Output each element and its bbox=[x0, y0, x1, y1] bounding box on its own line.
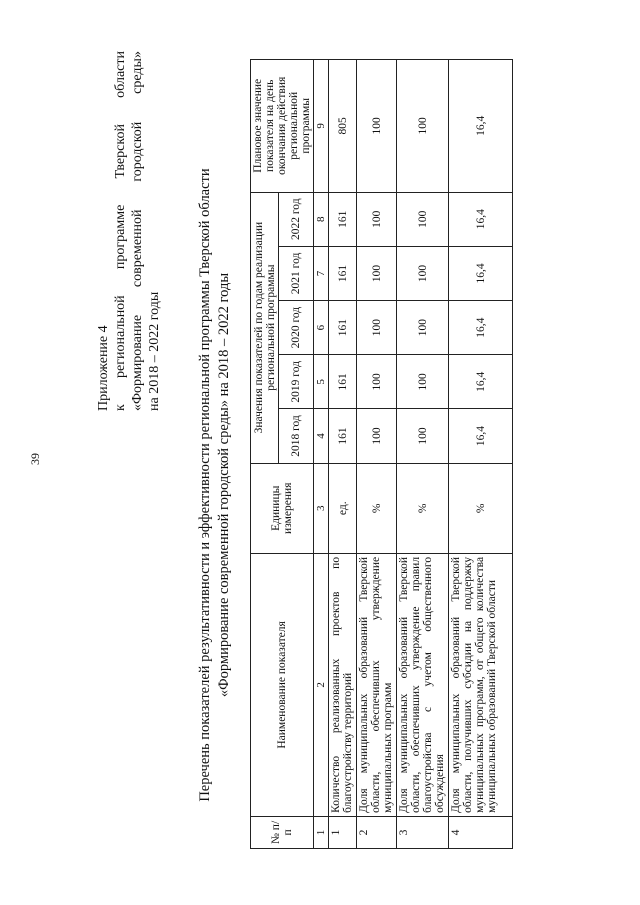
column-number: 9 bbox=[314, 60, 329, 193]
row-name: Доля муниципальных образований Тверской области, получивших субсидии на поддержку муниципальных программ, от общего количества муниципальных образований Тверской области bbox=[449, 553, 513, 816]
row-value: 100 bbox=[397, 409, 449, 463]
row-value: 16,4 bbox=[449, 246, 513, 300]
header-year: 2019 год bbox=[279, 355, 314, 409]
document-title bbox=[196, 165, 234, 805]
row-num: 2 bbox=[357, 816, 397, 848]
column-number: 5 bbox=[314, 355, 329, 409]
header-name: Наименование показателя bbox=[251, 553, 314, 816]
row-value: 161 bbox=[329, 301, 357, 355]
header-unit: Единицы измерения bbox=[251, 463, 314, 553]
header-num: № п/п bbox=[251, 816, 314, 848]
appendix-word: к bbox=[113, 404, 128, 411]
appendix-word: Тверской bbox=[113, 124, 128, 179]
row-value: 161 bbox=[329, 355, 357, 409]
row-value: 100 bbox=[397, 246, 449, 300]
appendix-line-3 bbox=[129, 51, 146, 411]
header-year: 2022 год bbox=[279, 192, 314, 246]
page-number: 39 bbox=[28, 453, 42, 465]
indicators-table bbox=[250, 59, 513, 849]
row-num: 4 bbox=[449, 816, 513, 848]
row-value: 16,4 bbox=[449, 409, 513, 463]
header-values-group: Значения показателей по годам реализации региональной программы bbox=[251, 192, 279, 463]
row-num: 1 bbox=[329, 816, 357, 848]
row-value: 100 bbox=[397, 355, 449, 409]
column-number: 8 bbox=[314, 192, 329, 246]
appendix-header bbox=[95, 51, 163, 411]
column-number: 7 bbox=[314, 246, 329, 300]
row-value: 100 bbox=[397, 192, 449, 246]
row-num: 3 bbox=[397, 816, 449, 848]
row-planned: 16,4 bbox=[449, 60, 513, 193]
table-row bbox=[329, 60, 357, 849]
row-planned: 805 bbox=[329, 60, 357, 193]
row-value: 100 bbox=[357, 301, 397, 355]
appendix-word: среды» bbox=[130, 51, 145, 94]
row-planned: 100 bbox=[357, 60, 397, 193]
row-value: 100 bbox=[357, 192, 397, 246]
header-year: 2018 год bbox=[279, 409, 314, 463]
column-number-row bbox=[314, 60, 329, 849]
appendix-line-2 bbox=[112, 51, 129, 411]
row-value: 16,4 bbox=[449, 301, 513, 355]
row-name: Доля муниципальных образований Тверской области, обеспечивших утверждение муниципальных программ bbox=[357, 553, 397, 816]
title-line-1: Перечень показателей результативности и эффективности региональной программы Тверской области bbox=[197, 168, 213, 802]
column-number: 1 bbox=[314, 816, 329, 848]
column-number: 4 bbox=[314, 409, 329, 463]
row-value: 161 bbox=[329, 246, 357, 300]
row-value: 161 bbox=[329, 192, 357, 246]
table-row bbox=[449, 60, 513, 849]
row-unit: % bbox=[357, 463, 397, 553]
appendix-word: программе bbox=[113, 204, 128, 270]
appendix-word: региональной bbox=[113, 295, 128, 378]
header-planned: Плановое значение показателя на день окончания действия региональной программы bbox=[251, 60, 314, 193]
column-number: 3 bbox=[314, 463, 329, 553]
row-value: 16,4 bbox=[449, 355, 513, 409]
row-unit: ед. bbox=[329, 463, 357, 553]
row-value: 161 bbox=[329, 409, 357, 463]
row-value: 16,4 bbox=[449, 192, 513, 246]
row-planned: 100 bbox=[397, 60, 449, 193]
appendix-word: современной bbox=[130, 209, 145, 288]
header-year: 2021 год bbox=[279, 246, 314, 300]
row-value: 100 bbox=[397, 301, 449, 355]
table-row bbox=[397, 60, 449, 849]
table-row bbox=[357, 60, 397, 849]
row-value: 100 bbox=[357, 246, 397, 300]
column-number: 6 bbox=[314, 301, 329, 355]
title-line-2: «Формирование современной городской среды» на 2018 – 2022 годы bbox=[216, 272, 232, 698]
appendix-title: Приложение 4 bbox=[96, 325, 111, 411]
row-unit: % bbox=[449, 463, 513, 553]
row-name: Количество реализованных проектов по благоустройству территорий bbox=[329, 553, 357, 816]
row-value: 100 bbox=[357, 355, 397, 409]
row-value: 100 bbox=[357, 409, 397, 463]
appendix-word: «Формирование bbox=[130, 314, 145, 411]
row-unit: % bbox=[397, 463, 449, 553]
appendix-word: городской bbox=[130, 121, 145, 182]
column-number: 2 bbox=[314, 553, 329, 816]
row-name: Доля муниципальных образований Тверской области, обеспечивших утверждение правил благоустройства с учетом общественного обсуждения bbox=[397, 553, 449, 816]
header-year: 2020 год bbox=[279, 301, 314, 355]
appendix-years: на 2018 – 2022 годы bbox=[147, 291, 162, 411]
appendix-word: области bbox=[113, 51, 128, 98]
